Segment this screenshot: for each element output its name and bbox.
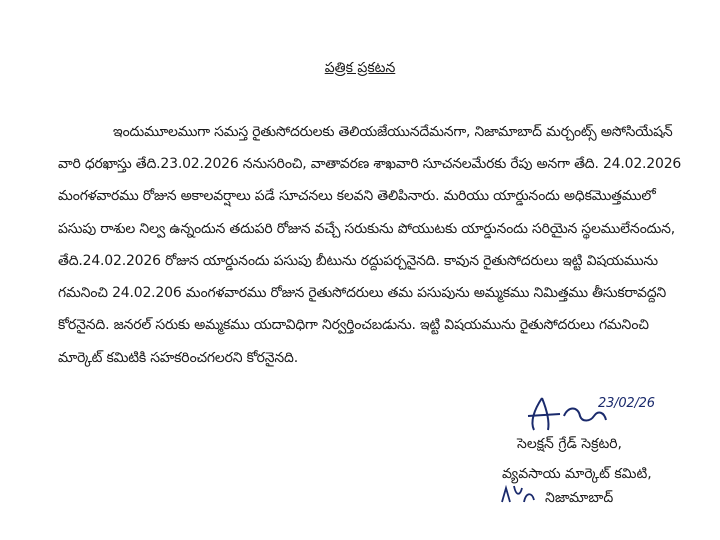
body-line-4: పసుపు రాశుల నిల్వ ఉన్నందున తదుపరి రోజున వచ్చే సరుకును పోయుటకు యార్డునందు సరియైన స్థలములేనందున, (58, 221, 676, 237)
document-title: పత్రిక ప్రకటన (324, 60, 396, 76)
initials-mark (498, 482, 538, 508)
body-line-3: మంగళవారము రోజున అకాలవర్షాలు పడే సూచనలు కలవని తెలిపినారు. మరియు యార్డునందు అధికమొత్తములో (58, 188, 656, 204)
signatory-office: వ్యవసాయ మార్కెట్ కమిటి, (502, 466, 652, 482)
body-line-6: గమనించి 24.02.206 మంగళవారము రోజున రైతుసోదరులు తమ పసుపును అమ్మకము నిమిత్తము తీసుకరావద్దని (58, 285, 667, 301)
body-line-1: ఇందుమూలముగా సమస్త రైతుసోదరులకు తెలియజేయునదేమనగా, నిజామాబాద్ మర్చంట్స్ అసోసియేషన్ (113, 124, 673, 140)
signature-date: 23/02/26 (598, 396, 655, 411)
signatory-place: నిజామాబాద్ (545, 490, 614, 506)
body-line-2: వారి ధరఖాస్తు తేది.23.02.2026 ననుసరించి, వాతావరణ శాఖవారి సూచనలమేరకు రేపు అనగా తేది. 24.02.2026 (58, 156, 682, 172)
body-line-5: తేది.24.02.2026 రోజున యార్డునందు పసుపు బీటును రద్దుపర్చనైనది. కావున రైతుసోదరులు ఇట్టి విషయమును (58, 253, 658, 269)
body-line-7: కోరనైనది. జనరల్ సరుకు అమ్మకము యదావిధిగా నిర్వర్తించబడును. ఇట్టి విషయమును రైతుసోదరులు గమనించి (58, 317, 649, 333)
signatory-designation: సెలక్షన్ గ్రేడ్ సెక్రటరి, (517, 436, 623, 452)
body-line-8: మార్కెట్ కమిటికి సహకరించగలరని కోరనైనది. (58, 350, 298, 366)
